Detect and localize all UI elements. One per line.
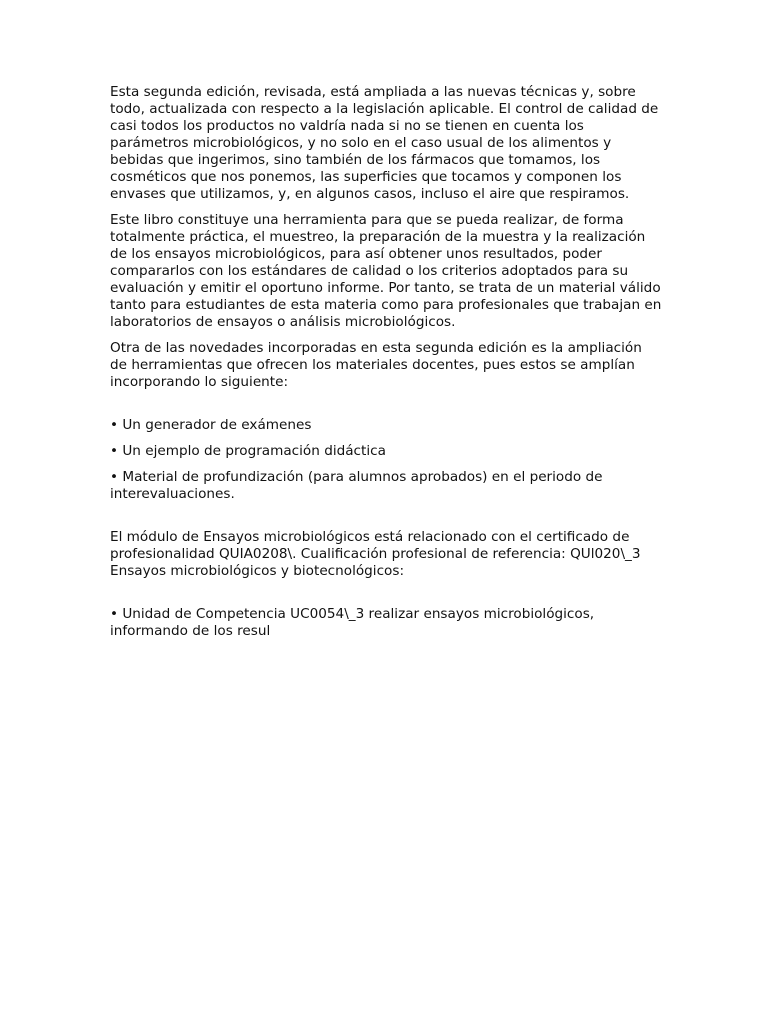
paragraph-novelties: Otra de las novedades incorporadas en esta segunda edición es la ampliación de herramientas que ofrecen los materiales docentes, pues estos se amplían incorporando lo siguiente: [110,340,642,390]
paragraph-module-certificate: El módulo de Ensayos microbiológicos está relacionado con el certificado de profesionalidad QUIA0208\. Cualificación profesional de referencia: QUl020\_3 Ensayos microbiológicos y biotecnológicos: [110,529,641,579]
document-body [110,84,662,640]
list-item: • Un ejemplo de programación didáctica [110,443,386,459]
list-item: • Un generador de exámenes [110,417,312,433]
list-item: • Unidad de Competencia UC0054\_3 realizar ensayos microbiológicos, informando de los resul [110,606,595,639]
list-item: • Material de profundización (para alumnos aprobados) en el periodo de interevaluaciones. [110,469,603,502]
paragraph-book-purpose: Este libro constituye una herramienta para que se pueda realizar, de forma totalmente práctica, el muestreo, la preparación de la muestra y la realización de los ensayos microbiológicos, para así obtener unos resultados, poder compararlos con los estándares de calidad o los criterios adoptados para su evaluación y emitir el oportuno informe. Por tanto, se trata de un material válido tanto para estudiantes de esta materia como para profesionales que trabajan en laboratorios de ensayos o análisis microbiológicos. [110,212,662,330]
paragraph-intro: Esta segunda edición, revisada, está ampliada a las nuevas técnicas y, sobre todo, actualizada con respecto a la legislación aplicable. El control de calidad de casi todos los productos no valdría nada si no se tienen en cuenta los parámetros microbiológicos, y no solo en el caso usual de los alimentos y bebidas que ingerimos, sino también de los fármacos que tomamos, los cosméticos que nos ponemos, las superficies que tocamos y componen los envases que utilizamos, y, en algunos casos, incluso el aire que respiramos. [110,84,659,202]
